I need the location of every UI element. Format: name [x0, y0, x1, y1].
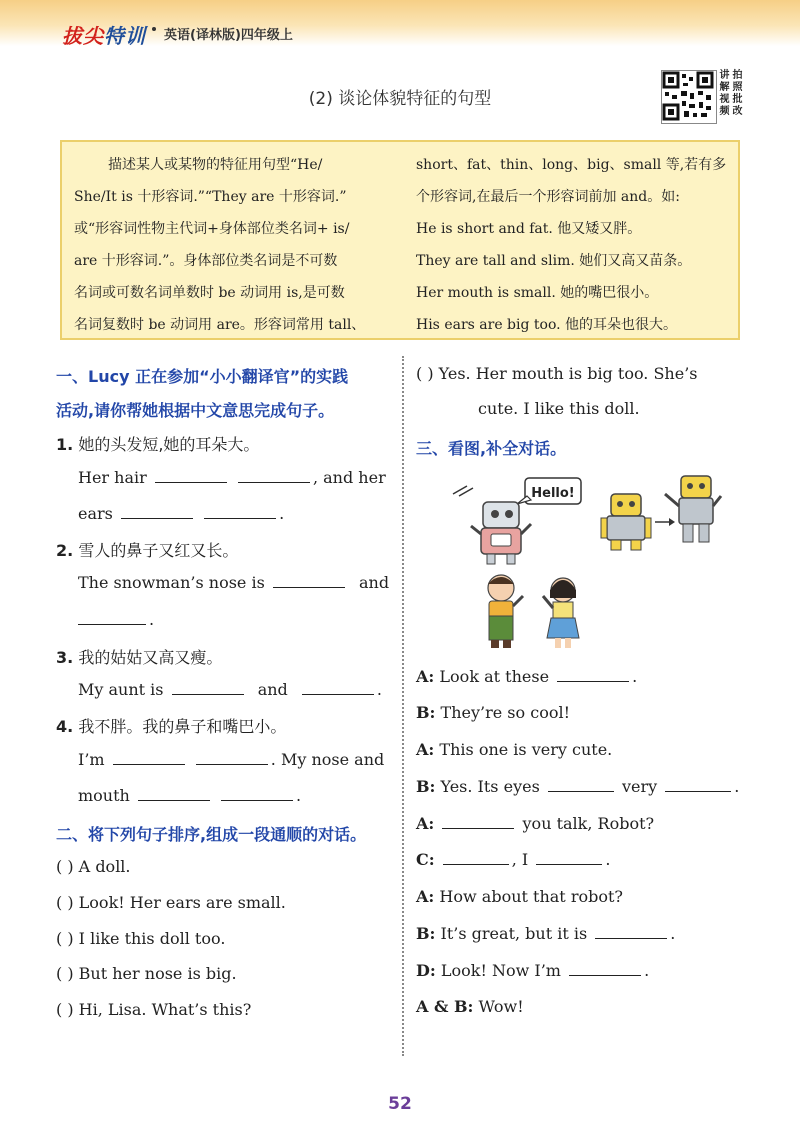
part1-item-2-cn: 2. 雪人的鼻子又红又长。: [56, 541, 239, 560]
order-item: ( ) A doll.: [56, 857, 131, 876]
order-answer-paren[interactable]: ( ): [56, 964, 74, 983]
order-item: ( ) Yes. Her mouth is big too. She’s: [416, 364, 698, 383]
order-item: ( ) But her nose is big.: [56, 964, 237, 983]
dialog-line: A: you talk, Robot?: [416, 814, 655, 833]
note-right-line: Her mouth is small. 她的嘴巴很小。: [416, 285, 659, 301]
answer-blank[interactable]: [238, 481, 310, 483]
order-answer-paren[interactable]: ( ): [56, 857, 74, 876]
note-right-line: short、fat、thin、long、big、small 等,若有多: [416, 157, 727, 173]
dialog-line: A: This one is very cute.: [416, 740, 613, 759]
part1-item-3-en: My aunt is and .: [78, 680, 382, 699]
order-answer-paren[interactable]: ( ): [56, 1000, 74, 1019]
part1-title: 一、Lucy 正在参加“小小翻译官”的实践: [56, 367, 349, 386]
part1-item-4-en: I’m . My nose and: [78, 750, 385, 769]
page-number: 52: [388, 1094, 412, 1114]
dialog-line: C: , I .: [416, 850, 611, 869]
order-item: ( ) Look! Her ears are small.: [56, 893, 286, 912]
subject-label: 英语(译林版)四年级上: [164, 28, 293, 43]
answer-blank[interactable]: [121, 517, 193, 519]
dialog-line: A & B: Wow!: [416, 997, 524, 1016]
answer-blank[interactable]: [536, 863, 602, 865]
order-answer-paren[interactable]: ( ): [56, 893, 74, 912]
note-left-line: She/It is 十形容词.”“They are 十形容词.”: [74, 189, 347, 205]
answer-blank[interactable]: [595, 937, 667, 939]
qr-code-icon[interactable]: [661, 70, 717, 124]
dialog-line: B: They’re so cool!: [416, 703, 571, 722]
answer-blank[interactable]: [155, 481, 227, 483]
part1-item-1-en: Her hair , and her: [78, 468, 386, 487]
dialog-line: A: Look at these .: [416, 667, 638, 686]
part1-item-4-cn: 4. 我不胖。我的鼻子和嘴巴小。: [56, 717, 287, 736]
section-title: (2) 谈论体貌特征的句型: [308, 89, 492, 109]
speech-bubble-text: Hello!: [531, 486, 575, 501]
part1-item-1-en-cont: ears .: [78, 504, 285, 523]
answer-blank[interactable]: [442, 827, 514, 829]
answer-blank[interactable]: [138, 799, 210, 801]
part1-item-2-en: The snowman’s nose is and: [78, 573, 390, 592]
note-left-line: 描述某人或某物的特征用句型“He/: [108, 157, 323, 173]
answer-blank[interactable]: [557, 680, 629, 682]
order-item: ( ) Hi, Lisa. What’s this?: [56, 1000, 252, 1019]
part1-item-1-cn: 1. 她的头发短,她的耳朵大。: [56, 435, 260, 454]
note-left-line: are 十形容词.”。身体部位类名词是不可数: [74, 253, 338, 269]
header-separator-dot: [152, 27, 156, 31]
dialog-line: B: Yes. Its eyes very .: [416, 777, 740, 796]
note-left-line: 名词或可数名词单数时 be 动词用 is,是可数: [74, 285, 345, 301]
dialog-line: A: How about that robot?: [416, 887, 623, 906]
robots-and-children-illustration: [443, 466, 723, 652]
column-divider: [402, 356, 404, 1056]
part3-title: 三、看图,补全对话。: [416, 439, 567, 458]
answer-blank[interactable]: [569, 974, 641, 976]
note-right-line: They are tall and slim. 她们又高又苗条。: [416, 253, 692, 269]
part1-item-3-cn: 3. 我的姑姑又高又瘦。: [56, 648, 223, 667]
qr-labels: 讲 拍 解 照 视 批 频 改: [719, 70, 743, 117]
note-right-line: His ears are big too. 他的耳朵也很大。: [416, 317, 678, 333]
answer-blank[interactable]: [172, 693, 244, 695]
dialog-line: D: Look! Now I’m .: [416, 961, 650, 980]
answer-blank[interactable]: [196, 763, 268, 765]
note-left-line: 名词复数时 be 动词用 are。形容词常用 tall、: [74, 317, 366, 333]
answer-blank[interactable]: [221, 799, 293, 801]
answer-blank[interactable]: [302, 693, 374, 695]
answer-blank[interactable]: [273, 586, 345, 588]
answer-blank[interactable]: [443, 863, 509, 865]
part1-item-2-en-cont: .: [78, 610, 154, 629]
order-item-cont: cute. I like this doll.: [478, 399, 640, 418]
dialog-line: B: It’s great, but it is .: [416, 924, 676, 943]
answer-blank[interactable]: [665, 790, 731, 792]
note-left-line: 或“形容词性物主代词+身体部位类名词+ is/: [74, 221, 350, 237]
answer-blank[interactable]: [204, 517, 276, 519]
order-answer-paren[interactable]: ( ): [416, 364, 434, 383]
part2-title: 二、将下列句子排序,组成一段通顺的对话。: [56, 825, 367, 844]
order-item: ( ) I like this doll too.: [56, 929, 226, 948]
note-right-line: 个形容词,在最后一个形容词前加 and。如:: [416, 189, 680, 205]
brand-logo: 拔尖特训: [62, 24, 146, 48]
answer-blank[interactable]: [548, 790, 614, 792]
order-answer-paren[interactable]: ( ): [56, 929, 74, 948]
note-right-line: He is short and fat. 他又矮又胖。: [416, 221, 642, 237]
grammar-note-box: [60, 140, 740, 340]
answer-blank[interactable]: [78, 623, 146, 625]
part1-title-cont: 活动,请你帮她根据中文意思完成句子。: [56, 401, 335, 420]
part1-item-4-en-cont: mouth .: [78, 786, 302, 805]
answer-blank[interactable]: [113, 763, 185, 765]
